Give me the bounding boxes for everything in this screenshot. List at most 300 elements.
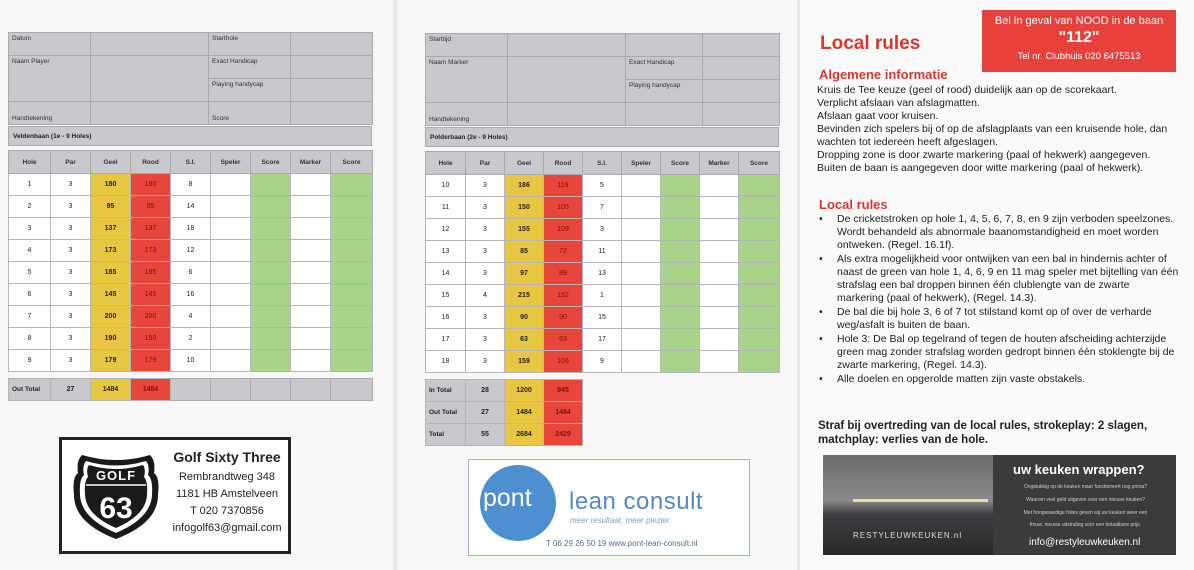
total-geel: 2684 <box>505 424 544 446</box>
empty-cell <box>626 34 703 57</box>
column-header: Score <box>739 152 780 175</box>
back-score-table <box>425 151 780 446</box>
speler-cell[interactable] <box>622 285 661 307</box>
par-cell: 3 <box>466 241 505 263</box>
speler-score-cell[interactable] <box>251 174 291 196</box>
marker-score-cell[interactable] <box>739 351 780 373</box>
column-header: S.I. <box>171 151 211 174</box>
general-info-text <box>817 84 1185 175</box>
rood-cell: 200 <box>131 306 171 328</box>
total-par: 28 <box>466 380 505 402</box>
hole-cell: 10 <box>426 175 466 197</box>
geel-cell: 215 <box>505 285 544 307</box>
table-row <box>426 175 780 197</box>
table-row <box>9 174 373 196</box>
naam-player-field[interactable] <box>91 56 209 102</box>
total-rood: 2429 <box>544 424 583 446</box>
table-row <box>426 197 780 219</box>
si-cell: 10 <box>171 350 211 372</box>
club-logo-box <box>59 437 291 554</box>
column-header: Marker <box>291 151 331 174</box>
hole-cell: 3 <box>9 218 51 240</box>
par-cell: 3 <box>51 306 91 328</box>
total-label: Out Total <box>426 402 466 424</box>
spacer-row <box>9 372 373 379</box>
si-cell: 11 <box>583 241 622 263</box>
local-rules-list <box>817 213 1179 387</box>
back-course-label: Polderbaan (2e - 9 Holes) <box>425 127 779 147</box>
speler-score-cell[interactable] <box>661 197 700 219</box>
local-rule-item: • Als extra mogelijkheid voor ontwijken van een bal in hindernis achter of naast de green van hole 1, 4, 6, 9 en 11 mag speler met bijtelling van één strafslag een bal droppen binnen één clublengte van de zwarte markering (paal of hekwerk), (Regel. 14.3). <box>817 253 1179 305</box>
marker-score-cell[interactable] <box>331 262 373 284</box>
emergency-box <box>982 10 1176 72</box>
logo-number: 63 <box>99 492 133 525</box>
total-marker[interactable] <box>700 380 739 402</box>
hole-cell: 16 <box>426 307 466 329</box>
emergency-line: Bel in geval van NOOD in de baan <box>994 15 1164 27</box>
spacer-cell <box>426 373 780 380</box>
marker-cell[interactable] <box>291 306 331 328</box>
geel-cell: 150 <box>505 197 544 219</box>
rood-cell: 179 <box>131 350 171 372</box>
hole-cell: 4 <box>9 240 51 262</box>
table-row <box>426 329 780 351</box>
sponsor-brand: pont <box>483 484 532 512</box>
general-info-line: Buiten de baan is aangegeven door witte markering (paal of hekwerk). <box>817 162 1144 174</box>
column-header: Geel <box>91 151 131 174</box>
marker-score-cell[interactable] <box>331 218 373 240</box>
speler-score-cell[interactable] <box>251 196 291 218</box>
total-marker-score[interactable] <box>739 424 780 446</box>
marker-score-cell[interactable] <box>331 306 373 328</box>
geel-cell: 185 <box>91 262 131 284</box>
front-score-table <box>8 150 373 401</box>
marker-handtekening-field[interactable] <box>508 103 626 126</box>
playing-handicap-label: Playing handycap <box>209 79 291 102</box>
total-speler[interactable] <box>622 424 661 446</box>
speler-score-cell[interactable] <box>251 240 291 262</box>
si-cell: 15 <box>583 307 622 329</box>
playing-handicap-field[interactable] <box>291 79 373 102</box>
front-info-table <box>8 32 373 125</box>
total-rood: 945 <box>544 380 583 402</box>
speler-score-cell[interactable] <box>251 306 291 328</box>
geel-cell: 85 <box>505 241 544 263</box>
naam-marker-label: Naam Marker <box>426 57 508 103</box>
clubhouse-phone: Tel nr. Clubhuis 020 6475513 <box>1017 51 1141 62</box>
marker-playing-handicap-field[interactable] <box>703 80 780 103</box>
starttijd-field[interactable] <box>508 34 626 57</box>
rood-cell: 63 <box>544 329 583 351</box>
sponsor-brand-2: lean consult <box>569 488 704 515</box>
total-si[interactable] <box>583 402 622 424</box>
marker-cell[interactable] <box>700 307 739 329</box>
si-cell: 5 <box>583 175 622 197</box>
column-header: Par <box>51 151 91 174</box>
rood-cell: 89 <box>544 263 583 285</box>
column-header: Geel <box>505 152 544 175</box>
geel-cell: 200 <box>91 306 131 328</box>
si-cell: 2 <box>171 328 211 350</box>
geel-cell: 186 <box>505 175 544 197</box>
marker-cell[interactable] <box>700 263 739 285</box>
table-row <box>426 241 780 263</box>
naam-player-label: Naam Player <box>9 56 91 102</box>
geel-cell: 173 <box>91 240 131 262</box>
marker-cell[interactable] <box>700 351 739 373</box>
speler-score-cell[interactable] <box>661 351 700 373</box>
total-row <box>426 402 780 424</box>
total-geel: 1484 <box>505 402 544 424</box>
marker-score-cell[interactable] <box>739 263 780 285</box>
par-cell: 4 <box>466 285 505 307</box>
par-cell: 3 <box>466 219 505 241</box>
table-row <box>426 263 780 285</box>
club-phone: T 020 7370856 <box>190 505 264 517</box>
marker-cell[interactable] <box>291 262 331 284</box>
marker-score-cell[interactable] <box>739 241 780 263</box>
si-cell: 7 <box>583 197 622 219</box>
total-speler-score[interactable] <box>251 379 291 401</box>
si-cell: 8 <box>171 174 211 196</box>
hole-cell: 14 <box>426 263 466 285</box>
total-label: Out Total <box>9 379 51 401</box>
general-info-line: Afslaan gaat voor kruisen. <box>817 110 939 122</box>
rood-cell: 190 <box>131 328 171 350</box>
column-header: Hole <box>426 152 466 175</box>
par-cell: 3 <box>466 329 505 351</box>
column-header: Rood <box>131 151 171 174</box>
ad-line-4: frisse, nieuwe uitstraling voor een betaalbare prijs. <box>1029 522 1142 528</box>
speler-cell[interactable] <box>622 197 661 219</box>
local-rule-item: • Hole 3: De Bal op tegelrand of tegen de houten afscheiding achterzijde green mag zonder strafslag worden gedropt binnen één stoklengte bij de zwarte markering, (Regel. 14.3). <box>817 333 1179 372</box>
rood-cell: 145 <box>131 284 171 306</box>
marker-cell[interactable] <box>700 241 739 263</box>
back-info-table <box>425 33 780 126</box>
speler-cell[interactable] <box>211 174 251 196</box>
table-row <box>426 351 780 373</box>
hole-cell: 13 <box>426 241 466 263</box>
total-speler[interactable] <box>622 402 661 424</box>
total-marker-score[interactable] <box>739 402 780 424</box>
speler-score-cell[interactable] <box>661 285 700 307</box>
speler-score-cell[interactable] <box>251 350 291 372</box>
column-header: Hole <box>9 151 51 174</box>
par-cell: 3 <box>51 350 91 372</box>
penalty-text: Straf bij overtreding van de local rules, strokeplay: 2 slagen, matchplay: verlies van de hole. <box>818 420 1148 446</box>
marker-playing-handicap-label: Playing handycap <box>626 80 703 103</box>
par-cell: 3 <box>51 328 91 350</box>
marker-cell[interactable] <box>291 350 331 372</box>
handtekening-label: Handtekening <box>9 102 91 125</box>
speler-score-cell[interactable] <box>251 218 291 240</box>
geel-cell: 159 <box>505 351 544 373</box>
geel-cell: 155 <box>505 219 544 241</box>
speler-cell[interactable] <box>622 219 661 241</box>
speler-cell[interactable] <box>211 306 251 328</box>
total-speler-score[interactable] <box>661 402 700 424</box>
hole-cell: 2 <box>9 196 51 218</box>
marker-cell[interactable] <box>700 329 739 351</box>
speler-cell[interactable] <box>211 328 251 350</box>
total-si[interactable] <box>171 379 211 401</box>
total-marker[interactable] <box>700 402 739 424</box>
speler-score-cell[interactable] <box>251 328 291 350</box>
marker-cell[interactable] <box>700 175 739 197</box>
table-row <box>426 219 780 241</box>
hole-cell: 15 <box>426 285 466 307</box>
hole-cell: 8 <box>9 328 51 350</box>
total-speler-score[interactable] <box>661 424 700 446</box>
speler-score-cell[interactable] <box>661 219 700 241</box>
datum-field[interactable] <box>91 33 209 56</box>
hole-cell: 9 <box>9 350 51 372</box>
geel-cell: 180 <box>91 174 131 196</box>
marker-score-cell[interactable] <box>331 328 373 350</box>
marker-score-cell[interactable] <box>739 329 780 351</box>
hole-cell: 12 <box>426 219 466 241</box>
total-label: In Total <box>426 380 466 402</box>
rood-cell: 185 <box>131 262 171 284</box>
speler-cell[interactable] <box>622 329 661 351</box>
starthole-field[interactable] <box>291 33 373 56</box>
club-street: Rembrandtweg 348 <box>178 471 275 483</box>
ad-line-3: Met hoogwaardige folies geven wij uw keuken weer een <box>1023 510 1148 516</box>
sponsor-contact: T 06 29 26 50 19 www.pont-lean-consult.nl <box>546 539 698 548</box>
total-marker[interactable] <box>291 379 331 401</box>
geel-cell: 95 <box>91 196 131 218</box>
si-cell: 4 <box>171 306 211 328</box>
speler-cell[interactable] <box>622 241 661 263</box>
club-city: 1181 HB Amstelveen <box>176 488 278 500</box>
rood-cell: 137 <box>131 218 171 240</box>
marker-score-cell[interactable] <box>739 219 780 241</box>
geel-cell: 97 <box>505 263 544 285</box>
par-cell: 3 <box>51 262 91 284</box>
column-header: Speler <box>211 151 251 174</box>
marker-cell[interactable] <box>291 218 331 240</box>
par-cell: 3 <box>466 175 505 197</box>
table-row <box>426 307 780 329</box>
marker-score-cell[interactable] <box>739 175 780 197</box>
si-cell: 3 <box>583 219 622 241</box>
speler-score-cell[interactable] <box>661 241 700 263</box>
ad-title: uw keuken wrappen? <box>1013 462 1145 477</box>
ad-brand: RESTYLEUWKEUKEN.nl <box>853 531 963 540</box>
hole-cell: 11 <box>426 197 466 219</box>
speler-cell[interactable] <box>211 284 251 306</box>
speler-cell[interactable] <box>622 351 661 373</box>
empty-cell <box>703 34 780 57</box>
marker-exact-handicap-label: Exact Handicap <box>626 57 703 80</box>
marker-exact-handicap-field[interactable] <box>703 57 780 80</box>
marker-cell[interactable] <box>700 285 739 307</box>
total-geel: 1200 <box>505 380 544 402</box>
total-row <box>426 380 780 402</box>
si-cell: 13 <box>583 263 622 285</box>
par-cell: 3 <box>51 174 91 196</box>
rood-cell: 105 <box>544 197 583 219</box>
table-row <box>9 240 373 262</box>
speler-cell[interactable] <box>211 196 251 218</box>
column-header: Marker <box>700 152 739 175</box>
general-info-line: Verplicht afslaan van afslagmatten. <box>817 97 980 109</box>
starttijd-label: Starttijd <box>426 34 508 57</box>
score-label: Score <box>209 102 291 125</box>
total-rood: 1484 <box>544 402 583 424</box>
total-si[interactable] <box>583 424 622 446</box>
naam-marker-field[interactable] <box>508 57 626 103</box>
rood-cell: 90 <box>544 307 583 329</box>
datum-label: Datum <box>9 33 91 56</box>
rood-cell: 72 <box>544 241 583 263</box>
speler-cell[interactable] <box>211 262 251 284</box>
geel-cell: 137 <box>91 218 131 240</box>
speler-score-cell[interactable] <box>251 262 291 284</box>
column-header: Score <box>661 152 700 175</box>
speler-score-cell[interactable] <box>251 284 291 306</box>
total-rood: 1484 <box>131 379 171 401</box>
starthole-label: Starthole <box>209 33 291 56</box>
rood-cell: 109 <box>544 219 583 241</box>
speler-cell[interactable] <box>211 350 251 372</box>
hole-cell: 6 <box>9 284 51 306</box>
local-rule-item: • De cricketstroken op hole 1, 4, 5, 6, 7, 8, en 9 zijn verboden speelzones. Wordt behandeld als abnormale baanomstandigheid en moet worden ontweken. (Regel. 16.1f). <box>817 213 1179 252</box>
table-row <box>9 328 373 350</box>
total-marker[interactable] <box>700 424 739 446</box>
par-cell: 3 <box>51 284 91 306</box>
speler-score-cell[interactable] <box>661 175 700 197</box>
geel-cell: 190 <box>91 328 131 350</box>
hole-cell: 18 <box>426 351 466 373</box>
geel-cell: 63 <box>505 329 544 351</box>
table-row <box>9 218 373 240</box>
geel-cell: 179 <box>91 350 131 372</box>
kitchen-advert <box>823 455 1176 555</box>
total-geel: 1484 <box>91 379 131 401</box>
rules-title: Local rules <box>820 33 921 54</box>
rood-cell: 180 <box>131 174 171 196</box>
column-header: Score <box>251 151 291 174</box>
par-cell: 3 <box>466 263 505 285</box>
par-cell: 3 <box>51 240 91 262</box>
marker-score-cell[interactable] <box>331 284 373 306</box>
si-cell: 14 <box>171 196 211 218</box>
total-marker-score[interactable] <box>331 379 373 401</box>
speler-cell[interactable] <box>622 263 661 285</box>
marker-cell[interactable] <box>291 174 331 196</box>
ad-line-1: Ongelukkig op de keuken maar functioneert nog prima? <box>1023 484 1148 490</box>
marker-score-cell[interactable] <box>739 307 780 329</box>
marker-score-cell[interactable] <box>739 285 780 307</box>
table-row <box>426 285 780 307</box>
total-speler[interactable] <box>211 379 251 401</box>
exact-handicap-field[interactable] <box>291 56 373 79</box>
club-email: infogolf63@gmail.com <box>172 522 282 534</box>
column-header: Rood <box>544 152 583 175</box>
total-par: 55 <box>466 424 505 446</box>
total-si[interactable] <box>583 380 622 402</box>
speler-score-cell[interactable] <box>661 329 700 351</box>
marker-cell[interactable] <box>700 197 739 219</box>
handtekening-field[interactable] <box>91 102 209 125</box>
total-marker-score[interactable] <box>739 380 780 402</box>
table-row <box>9 350 373 372</box>
marker-cell[interactable] <box>291 240 331 262</box>
rood-cell: 173 <box>131 240 171 262</box>
general-info-line: Bevinden zich spelers bij of op de afslagplaats van een kruisende hole, dan wachten tot iedereen heeft afgeslagen. <box>817 123 1168 148</box>
score-field[interactable] <box>291 102 373 125</box>
marker-cell[interactable] <box>291 328 331 350</box>
par-cell: 3 <box>466 307 505 329</box>
total-speler[interactable] <box>622 380 661 402</box>
sponsor-box <box>468 459 750 556</box>
speler-cell[interactable] <box>622 175 661 197</box>
si-cell: 6 <box>171 262 211 284</box>
speler-cell[interactable] <box>211 218 251 240</box>
total-label: Total <box>426 424 466 446</box>
marker-score-cell[interactable] <box>331 174 373 196</box>
sponsor-tagline: meer resultaat, meer plezier <box>570 516 670 525</box>
rood-cell: 95 <box>131 196 171 218</box>
spacer-row <box>426 373 780 380</box>
marker-score-cell[interactable] <box>331 350 373 372</box>
total-row <box>9 379 373 401</box>
marker-score-cell[interactable] <box>331 196 373 218</box>
par-cell: 3 <box>466 351 505 373</box>
si-cell: 17 <box>583 329 622 351</box>
marker-score-cell[interactable] <box>331 240 373 262</box>
si-cell: 9 <box>583 351 622 373</box>
par-cell: 3 <box>466 197 505 219</box>
marker-cell[interactable] <box>700 219 739 241</box>
marker-score-cell[interactable] <box>739 197 780 219</box>
si-cell: 16 <box>171 284 211 306</box>
si-cell: 12 <box>171 240 211 262</box>
table-row <box>9 196 373 218</box>
general-info-line: Dropping zone is door zwarte markering (paal of hekwerk) aangegeven. <box>817 149 1151 161</box>
empty-cell <box>626 103 703 126</box>
total-speler-score[interactable] <box>661 380 700 402</box>
marker-cell[interactable] <box>291 196 331 218</box>
club-address <box>166 449 288 537</box>
ad-line-2: Waarom veel geld uitgeven voor een nieuwe keuken? <box>1026 497 1145 503</box>
local-rule-item: • Alle doelen en opgerolde matten zijn vaste obstakels. <box>817 373 1179 386</box>
club-name: Golf Sixty Three <box>173 449 281 465</box>
local-rules-heading: Local rules <box>819 197 888 212</box>
total-row <box>426 424 780 446</box>
geel-cell: 90 <box>505 307 544 329</box>
par-cell: 3 <box>51 196 91 218</box>
rood-cell: 192 <box>544 285 583 307</box>
si-cell: 1 <box>583 285 622 307</box>
speler-cell[interactable] <box>622 307 661 329</box>
speler-cell[interactable] <box>211 240 251 262</box>
hole-cell: 1 <box>9 174 51 196</box>
speler-score-cell[interactable] <box>661 263 700 285</box>
hole-cell: 5 <box>9 262 51 284</box>
marker-cell[interactable] <box>291 284 331 306</box>
si-cell: 18 <box>171 218 211 240</box>
exact-handicap-label: Exact Handicap <box>209 56 291 79</box>
hole-cell: 7 <box>9 306 51 328</box>
front-course-label: Veldenbaan (1e - 9 Holes) <box>8 126 372 146</box>
spacer-cell <box>9 372 373 379</box>
marker-handtekening-label: Handtekening <box>426 103 508 126</box>
speler-score-cell[interactable] <box>661 307 700 329</box>
par-cell: 3 <box>51 218 91 240</box>
rood-cell: 119 <box>544 175 583 197</box>
